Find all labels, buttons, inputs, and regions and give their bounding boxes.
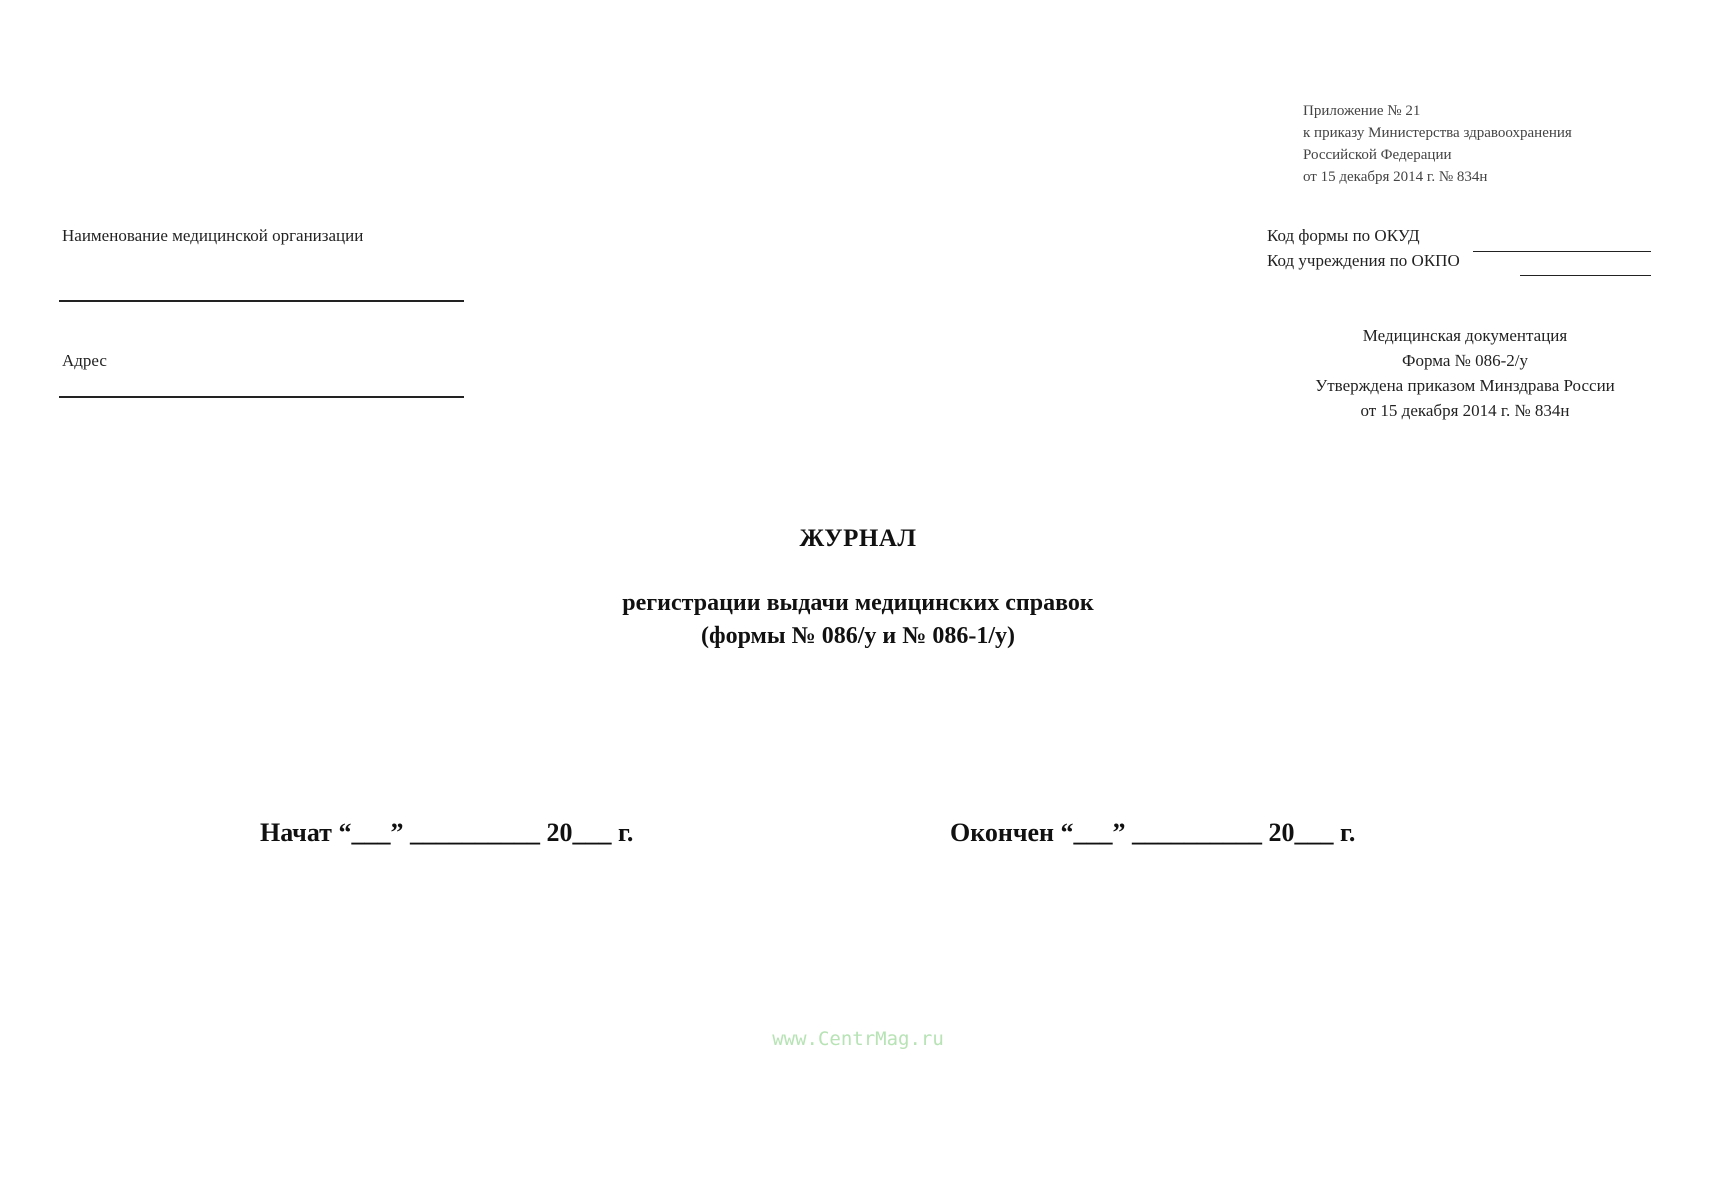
document-title: ЖУРНАЛ bbox=[799, 525, 917, 552]
address-label: Адрес bbox=[62, 351, 107, 370]
subtitle-line: регистрации выдачи медицинских справок bbox=[622, 590, 1094, 616]
okud-code-field-line bbox=[1473, 251, 1651, 252]
okud-code-label: Код формы по ОКУД bbox=[1267, 226, 1420, 245]
address-field-line bbox=[59, 396, 464, 398]
meddoc-line: Утверждена приказом Минздрава России bbox=[1315, 376, 1615, 395]
document-subtitle bbox=[0, 587, 1716, 653]
okpo-code-field-line bbox=[1520, 275, 1651, 276]
meddoc-line: Медицинская документация bbox=[1362, 326, 1568, 345]
organization-name-field-line bbox=[59, 300, 464, 302]
finished-date-line: Окончен “___” __________ 20___ г. bbox=[950, 818, 1356, 847]
subtitle-line: (формы № 086/у и № 086-1/у) bbox=[700, 623, 1016, 649]
appendix-line: Приложение № 21 bbox=[1303, 103, 1421, 119]
appendix-line: от 15 декабря 2014 г. № 834н bbox=[1303, 169, 1488, 185]
organization-name-label: Наименование медицинской организации bbox=[62, 226, 364, 245]
medical-documentation-block bbox=[1265, 323, 1665, 423]
appendix-line: Российской Федерации bbox=[1303, 147, 1452, 163]
appendix-note bbox=[1303, 100, 1572, 188]
appendix-line: к приказу Министерства здравоохранения bbox=[1303, 125, 1572, 141]
meddoc-line: от 15 декабря 2014 г. № 834н bbox=[1360, 401, 1570, 420]
watermark: www.CentrMag.ru bbox=[772, 1028, 944, 1050]
okpo-code-label: Код учреждения по ОКПО bbox=[1267, 251, 1460, 270]
started-date-line: Начат “___” __________ 20___ г. bbox=[260, 818, 634, 847]
meddoc-line: Форма № 086-2/у bbox=[1402, 351, 1528, 370]
